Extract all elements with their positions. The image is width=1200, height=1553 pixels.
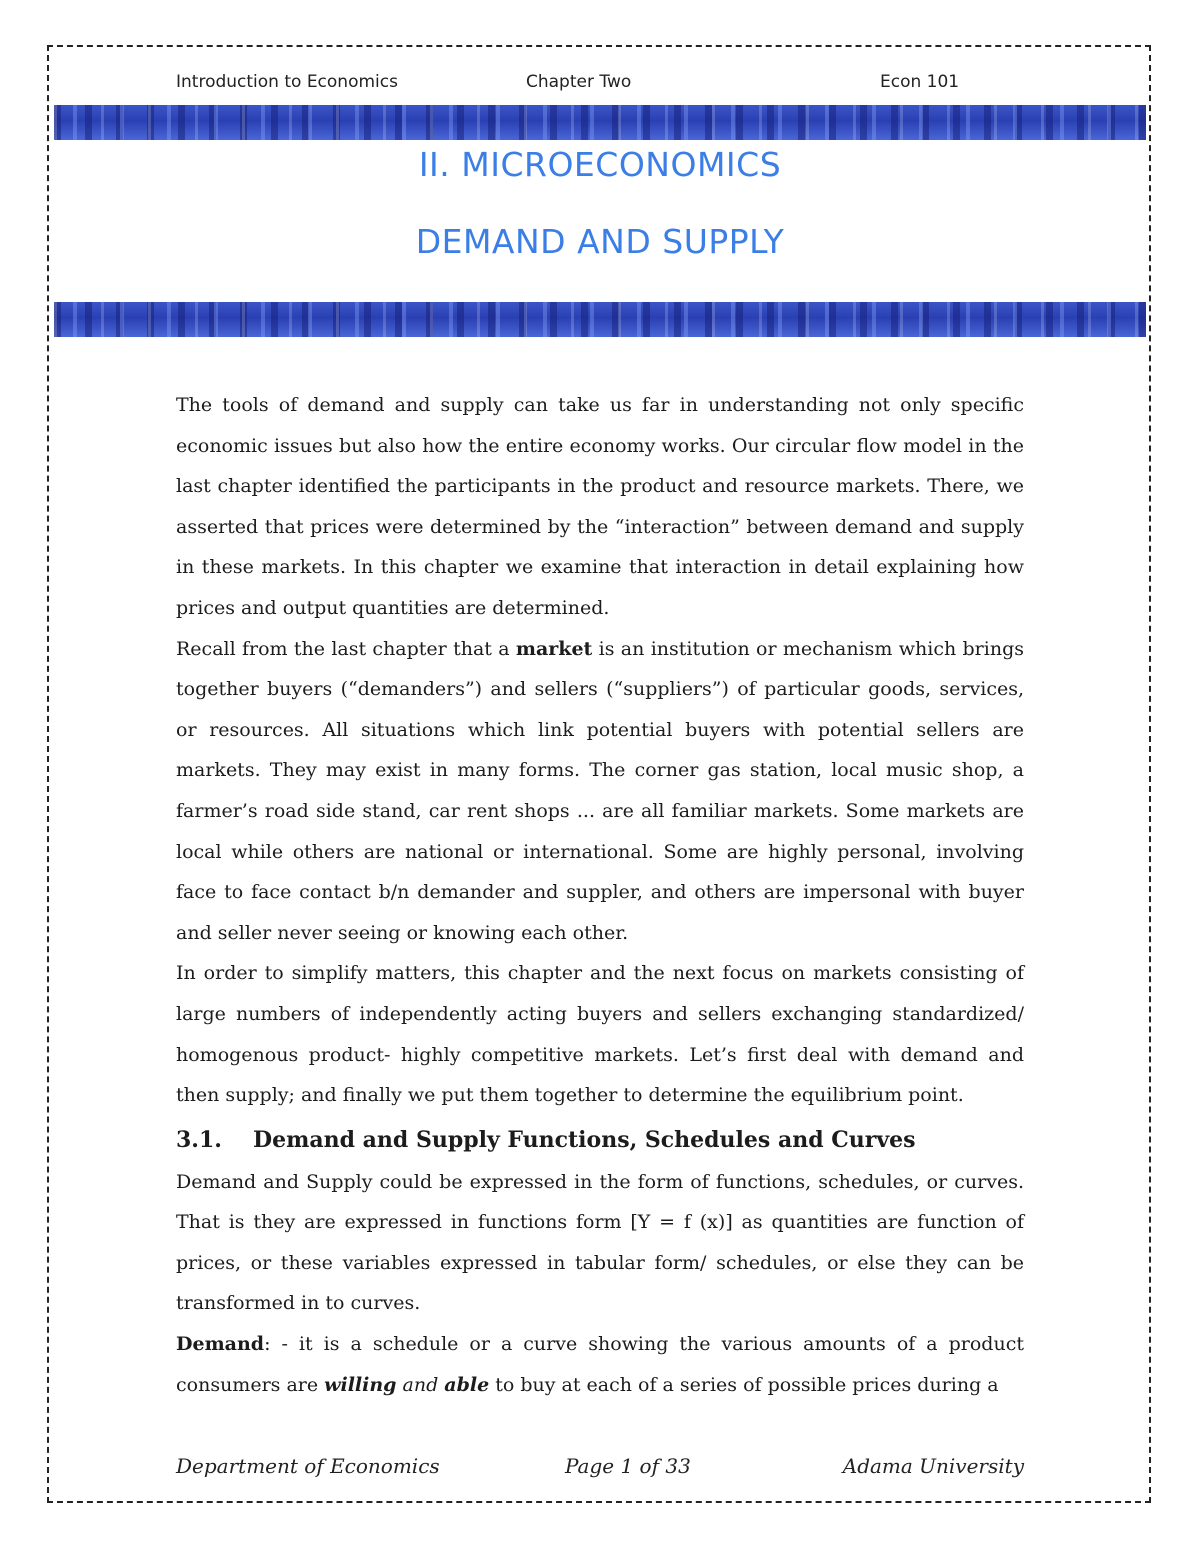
footer-department: Department of Economics — [176, 1454, 440, 1478]
term-demand: Demand — [176, 1333, 265, 1356]
chapter-subtitle: DEMAND AND SUPPLY — [415, 222, 785, 261]
paragraph-intro: The tools of demand and supply can take us far in understanding not only specific economic issues but also how the entire economy works. Our circular flow model in the last chapter identified the participants in the product and resource markets. There, we asserted that prices were determined by the “interaction” between demand and supply in these markets. In this chapter we examine that interaction in detail explaining how prices and output quantities are determined. — [176, 394, 1024, 619]
footer-university: Adama University — [842, 1454, 1024, 1478]
footer-page-number: Page 1 of 33 — [565, 1454, 691, 1478]
section-heading — [176, 1120, 1024, 1160]
chapter-title: II. MICROECONOMICS — [418, 145, 782, 184]
paragraph-demand-definition — [176, 1324, 1024, 1405]
term-market: market — [515, 637, 593, 660]
decorative-band-bottom — [54, 302, 1146, 337]
paragraph-market-text-a: Recall from the last chapter that a — [176, 637, 516, 660]
page-footer — [176, 1454, 1024, 1484]
term-willing: willing — [324, 1373, 397, 1396]
paragraph-market — [176, 629, 1024, 954]
paragraph-market-text-b: is an institution or mechanism which brings together buyers (“demanders”) and sellers (“suppliers”) of particular goods, services, or resources. All situations which link potential buyers with potential sellers are markets. They may exist in many forms. The corner gas station, local music shop, a farmer’s road side stand, car rent shops ... are all familiar markets. Some markets are local while others are national or international. Some are highly personal, involving face to face contact b/n demander and suppler, and others are impersonal with buyer and seller never seeing or knowing each other. — [176, 637, 1024, 944]
paragraph-simplify: In order to simplify matters, this chapter and the next focus on markets consisting of large numbers of independently acting buyers and sellers exchanging standardized/ homogenous product- highly competitive markets. Let’s first deal with demand and then supply; and finally we put them together to determine the equilibrium point. — [176, 962, 1024, 1107]
body-text — [176, 385, 1024, 1405]
page-header — [176, 72, 976, 98]
term-and: and — [396, 1373, 445, 1396]
demand-definition-text-b: to buy at each of a series of possible prices during a — [489, 1373, 999, 1396]
header-course-title: Introduction to Economics — [176, 72, 398, 92]
header-course-code: Econ 101 — [880, 72, 960, 92]
header-chapter: Chapter Two — [526, 72, 632, 92]
paragraph-functions: Demand and Supply could be expressed in the form of functions, schedules, or curves. That is they are expressed in functions form [Y = f (x)] as quantities are function of prices, or these variables expressed in tabular form/ schedules, or else they can be transformed in to curves. — [176, 1170, 1024, 1315]
decorative-band-top — [54, 105, 1146, 140]
section-title: Demand and Supply Functions, Schedules and Curves — [253, 1126, 916, 1153]
demand-definition-text-a: : - it is a schedule or a curve showing the various amounts of a product consumers are — [176, 1333, 1024, 1396]
term-able: able — [444, 1373, 490, 1396]
section-number: 3.1. — [176, 1126, 222, 1153]
